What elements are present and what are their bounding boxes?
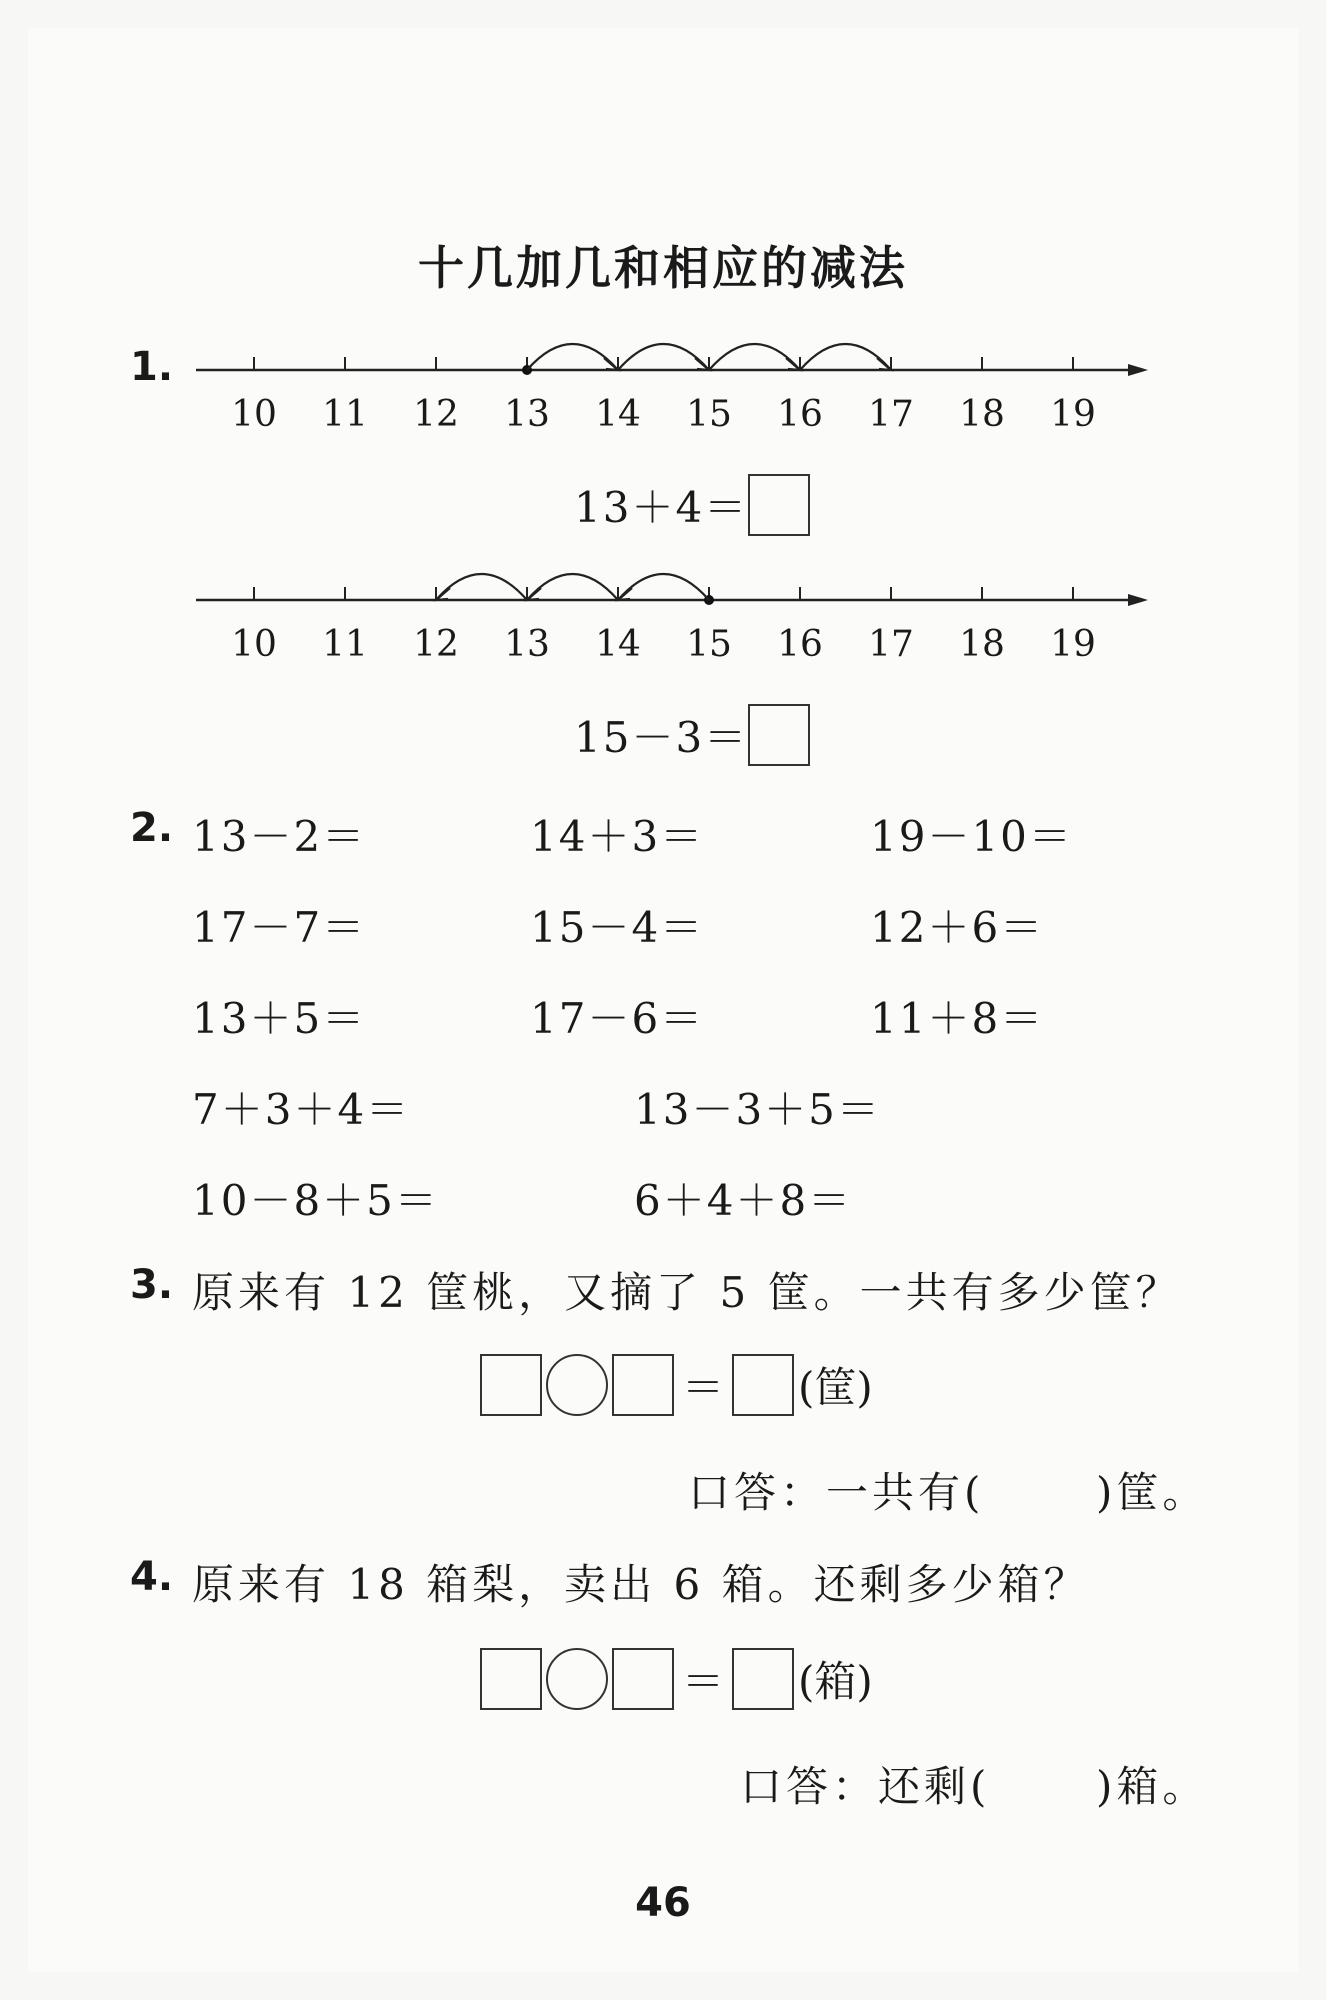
question-4-text: 原来有 18 箱梨，卖出 6 箱。还剩多少箱？ bbox=[192, 1560, 1090, 1609]
question-4-number: 4. bbox=[130, 1554, 174, 1600]
jump-arrowhead bbox=[436, 588, 450, 600]
tick-label: 15 bbox=[686, 394, 732, 435]
equation-2-text: 15－3＝ bbox=[574, 713, 749, 762]
exercise: 13＋5＝ bbox=[192, 994, 367, 1043]
exercise: 7＋3＋4＝ bbox=[192, 1085, 411, 1134]
result-box[interactable] bbox=[732, 1648, 794, 1710]
jump-arc bbox=[527, 574, 618, 600]
tick-label: 17 bbox=[868, 394, 914, 435]
equals-sign: ＝ bbox=[682, 1657, 725, 1706]
question-2-number: 2. bbox=[130, 805, 174, 851]
number-line-1 bbox=[0, 330, 1326, 450]
unit-label: (筐) bbox=[798, 1363, 873, 1412]
unit-label: (箱) bbox=[798, 1657, 873, 1706]
answer-blank[interactable] bbox=[996, 1756, 1096, 1806]
tick-label: 14 bbox=[595, 624, 641, 665]
exercise: 13－2＝ bbox=[192, 812, 367, 861]
operator-circle[interactable] bbox=[546, 1354, 608, 1416]
exercise: 13－3＋5＝ bbox=[634, 1085, 881, 1134]
page-title: 十几加几和相应的减法 bbox=[418, 241, 908, 295]
answer-box[interactable] bbox=[748, 474, 810, 536]
jump-arrowhead bbox=[604, 358, 618, 370]
jump-arrowhead bbox=[527, 588, 541, 600]
jump-arc bbox=[618, 574, 709, 600]
question-3-answer-prefix: 口答：一共有( bbox=[688, 1468, 985, 1517]
jump-arrowhead bbox=[695, 358, 709, 370]
jump-arc bbox=[618, 344, 709, 370]
tick-label: 10 bbox=[231, 624, 277, 665]
equation-1 bbox=[574, 474, 810, 536]
question-4-formula bbox=[480, 1648, 873, 1710]
answer-blank[interactable] bbox=[994, 1462, 1094, 1512]
operand-box[interactable] bbox=[612, 1648, 674, 1710]
tick-label: 14 bbox=[595, 394, 641, 435]
tick-label: 10 bbox=[231, 394, 277, 435]
jump-arc bbox=[800, 344, 891, 370]
question-3-answer-suffix: )筐。 bbox=[1096, 1468, 1209, 1517]
tick-label: 16 bbox=[777, 624, 823, 665]
tick-label: 16 bbox=[777, 394, 823, 435]
tick-label: 19 bbox=[1050, 394, 1096, 435]
tick-label: 12 bbox=[413, 394, 459, 435]
jump-arrowhead bbox=[786, 358, 800, 370]
operator-circle[interactable] bbox=[546, 1648, 608, 1710]
exercise: 6＋4＋8＝ bbox=[634, 1176, 853, 1225]
exercise: 15－4＝ bbox=[530, 903, 705, 952]
jump-arc bbox=[709, 344, 800, 370]
question-3-number: 3. bbox=[130, 1262, 174, 1308]
exercise: 14＋3＝ bbox=[530, 812, 705, 861]
tick-label: 11 bbox=[322, 394, 368, 435]
operand-box[interactable] bbox=[480, 1354, 542, 1416]
jump-arc bbox=[527, 344, 618, 370]
question-1-number: 1. bbox=[130, 344, 174, 390]
tick-label: 11 bbox=[322, 624, 368, 665]
tick-label: 19 bbox=[1050, 624, 1096, 665]
equation-2 bbox=[574, 704, 810, 766]
page-number: 46 bbox=[635, 1880, 691, 1926]
exercise: 17－7＝ bbox=[192, 903, 367, 952]
equals-sign: ＝ bbox=[682, 1363, 725, 1412]
result-box[interactable] bbox=[732, 1354, 794, 1416]
jump-arrowhead bbox=[618, 588, 632, 600]
tick-label: 12 bbox=[413, 624, 459, 665]
question-3-formula bbox=[480, 1354, 873, 1416]
jump-arc bbox=[436, 574, 527, 600]
exercise: 11＋8＝ bbox=[870, 994, 1045, 1043]
axis-arrowhead bbox=[1128, 364, 1148, 376]
equation-1-text: 13＋4＝ bbox=[574, 483, 749, 532]
answer-box[interactable] bbox=[748, 704, 810, 766]
exercise: 17－6＝ bbox=[530, 994, 705, 1043]
exercise: 12＋6＝ bbox=[870, 903, 1045, 952]
tick-label: 18 bbox=[959, 394, 1005, 435]
operand-box[interactable] bbox=[480, 1648, 542, 1710]
exercise: 19－10＝ bbox=[870, 812, 1073, 861]
tick-label: 18 bbox=[959, 624, 1005, 665]
question-3-text: 原来有 12 筐桃，又摘了 5 筐。一共有多少筐？ bbox=[192, 1268, 1182, 1317]
question-4-answer-suffix: )箱。 bbox=[1096, 1762, 1209, 1811]
tick-label: 13 bbox=[504, 624, 550, 665]
exercise: 10－8＋5＝ bbox=[192, 1176, 439, 1225]
question-4-answer-prefix: 口答：还剩( bbox=[740, 1762, 991, 1811]
tick-label: 13 bbox=[504, 394, 550, 435]
tick-label: 15 bbox=[686, 624, 732, 665]
number-line-2 bbox=[0, 560, 1326, 680]
jump-arrowhead bbox=[877, 358, 891, 370]
operand-box[interactable] bbox=[612, 1354, 674, 1416]
tick-label: 17 bbox=[868, 624, 914, 665]
axis-arrowhead bbox=[1128, 594, 1148, 606]
